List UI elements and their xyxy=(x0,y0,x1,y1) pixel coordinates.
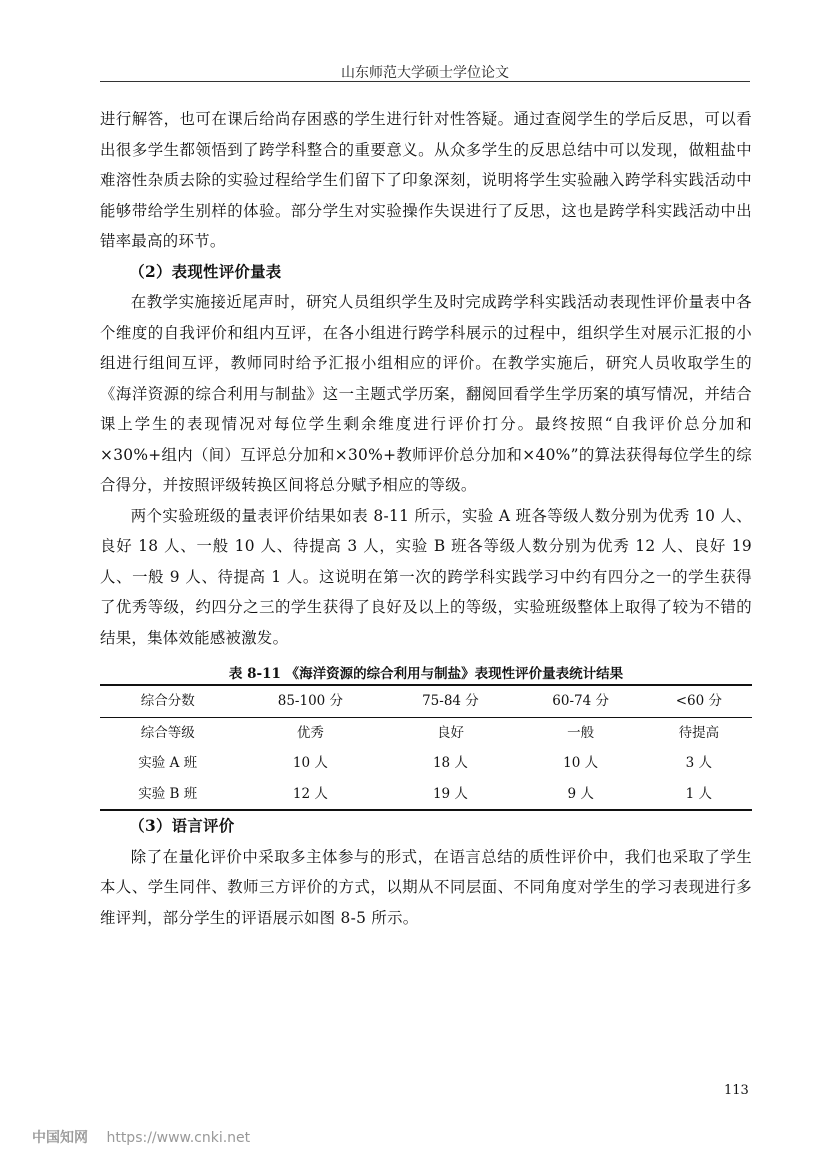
table-cell: 综合分数 xyxy=(100,685,235,717)
results-table xyxy=(100,684,752,811)
header-rule xyxy=(100,81,750,82)
table-cell: <60 分 xyxy=(646,685,752,717)
cnki-url: https://www.cnki.net xyxy=(106,1130,251,1146)
table-cell: 实验 B 班 xyxy=(100,779,235,811)
paragraph-2: 在教学实施接近尾声时，研究人员组织学生及时完成跨学科实践活动表现性评价量表中各个维度的自我评价和组内互评，在各小组进行跨学科展示的过程中，组织学生对展示汇报的小组进行组间互评，教师同时给予汇报小组相应的评价。在教学实施后，研究人员收取学生的《海洋资源的综合利用与制盐》这一主题式学历案，翻阅回看学生学历案的填写情况，并结合课上学生的表现情况对每位学生剩余维度进行评价打分。最终按照“自我评价总分加和×30%+组内（间）互评总分加和×30%+教师评价总分加和×40%”的算法获得每位学生的综合得分，并按照评级转换区间将总分赋予相应的等级。 xyxy=(100,293,752,494)
table-cell: 良好 xyxy=(436,724,464,741)
body-text xyxy=(100,104,752,933)
table-row xyxy=(100,779,752,811)
table-cell: 实验 A 班 xyxy=(138,755,198,771)
table-cell: 75-84 分 xyxy=(385,685,515,717)
table-cell: 10 人 xyxy=(292,755,328,771)
table-cell: 3 人 xyxy=(685,755,713,771)
table-cell: 优秀 xyxy=(296,724,324,741)
table-cell: 1 人 xyxy=(646,779,752,811)
table-cell: 10 人 xyxy=(563,755,599,771)
table-row xyxy=(100,748,752,779)
page-number: 113 xyxy=(724,1083,749,1098)
paragraph-3: 两个实验班级的量表评价结果如表 8-11 所示，实验 A 班各等级人数分别为优秀 10 人、良好 18 人、一般 10 人、待提高 3 人，实验 B 班各等级人数分别为优秀 12 人、良好 19 人、一般 9 人、待提高 1 人。这说明在第一次的跨学科实践学习中约有四分之一的学生获得了优秀等级，约四分之三的学生获得了良好及以上的等级，实验班级整体上取得了较为不错的结果，集体效能感被激发。 xyxy=(100,506,752,647)
table-cell: 一般 xyxy=(567,724,595,741)
table-cell: 85-100 分 xyxy=(235,685,385,717)
table-cell: 19 人 xyxy=(385,779,515,811)
table-cell: 待提高 xyxy=(678,724,720,741)
table-row xyxy=(100,685,752,717)
section-heading-language-evaluation: （3）语言评价 xyxy=(129,817,235,835)
cnki-logo-text: 中国知网 xyxy=(32,1130,88,1146)
paragraph-1: 进行解答，也可在课后给尚存困惑的学生进行针对性答疑。通过查阅学生的学后反思，可以看出很多学生都领悟到了跨学科整合的重要意义。从众多学生的反思总结中可以发现，做粗盐中难溶性杂质去除的实验过程给学生们留下了印象深刻，说明将学生实验融入跨学科实践活动中能够带给学生别样的体验。部分学生对实验操作失误进行了反思，这也是跨学科实践活动中出错率最高的环节。 xyxy=(100,110,752,250)
cnki-watermark xyxy=(32,1127,250,1147)
table-cell: 18 人 xyxy=(432,755,468,771)
table-cell: 12 人 xyxy=(235,779,385,811)
paragraph-4: 除了在量化评价中采取多主体参与的形式，在语言总结的质性评价中，我们也采取了学生本人、学生同伴、教师三方评价的方式，以期从不同层面、不同角度对学生的学习表现进行多维评判，部分学生的评语展示如图 8-5 所示。 xyxy=(100,847,752,927)
table-row xyxy=(100,717,752,748)
table-cell: 60-74 分 xyxy=(516,685,646,717)
section-heading-performance-scale: （2）表现性评价量表 xyxy=(129,262,282,281)
running-header: 山东师范大学硕士学位论文 xyxy=(341,65,509,81)
table-caption: 表 8-11 《海洋资源的综合利用与制盐》表现性评价量表统计结果 xyxy=(228,666,624,682)
results-table-block xyxy=(100,664,752,811)
table-cell: 9 人 xyxy=(516,779,646,811)
table-cell: 综合等级 xyxy=(140,724,195,741)
